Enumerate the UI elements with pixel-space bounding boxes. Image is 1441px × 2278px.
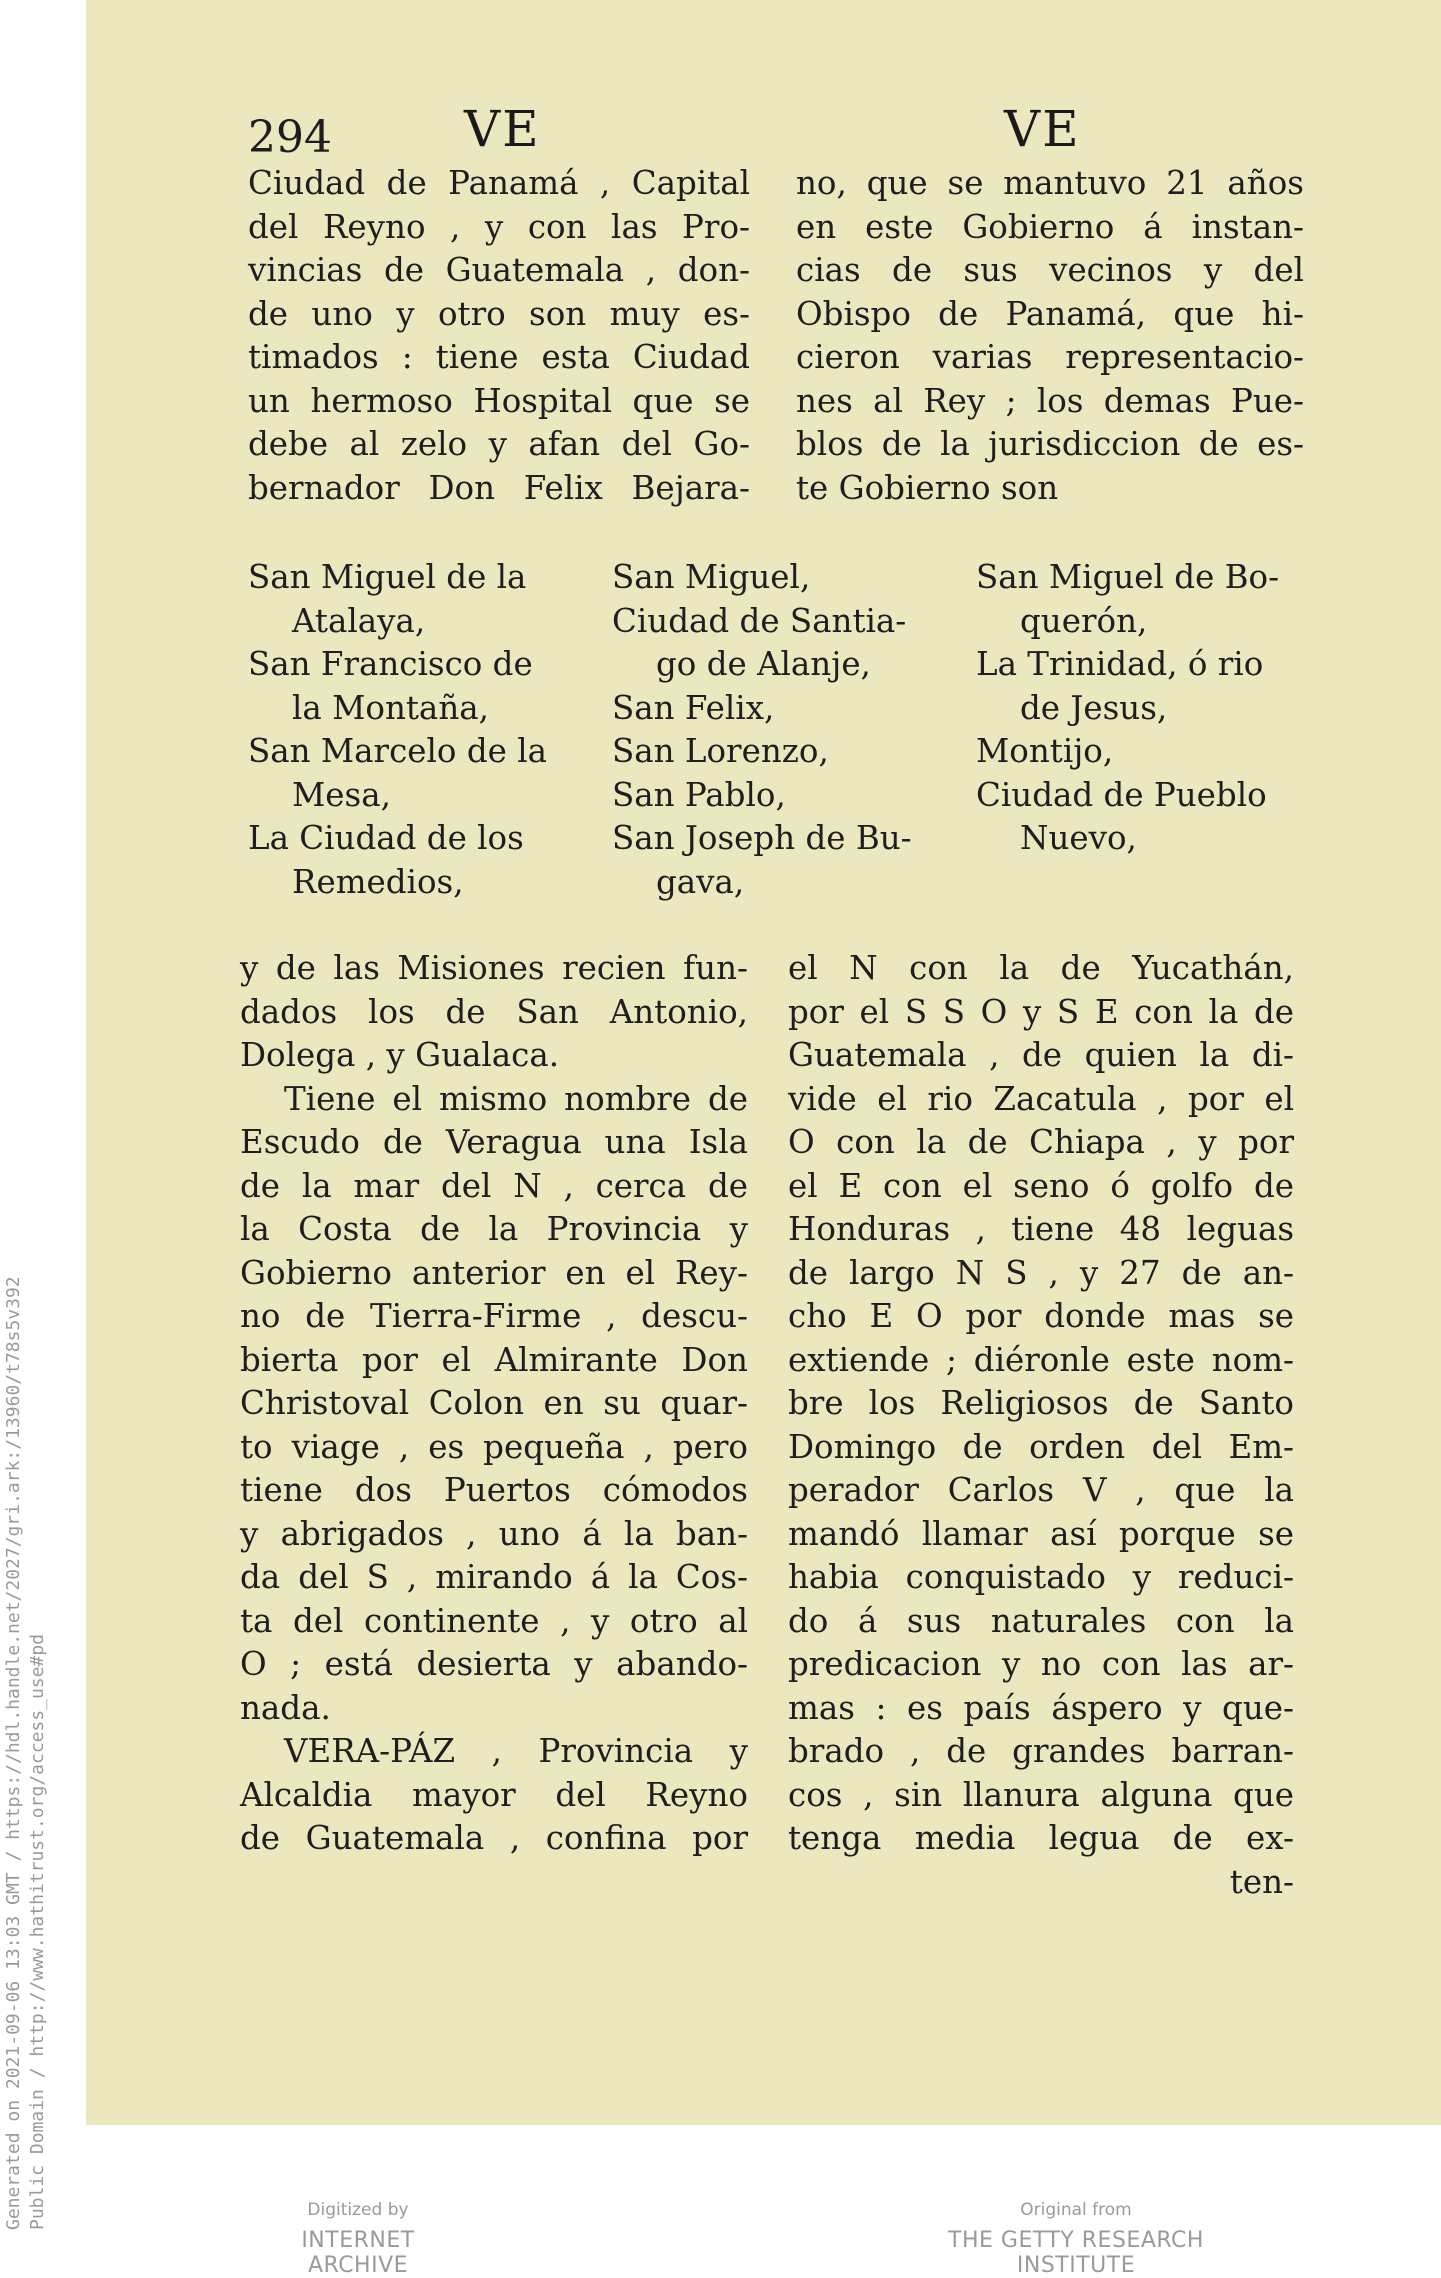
text-line: ta del continente , y otro al [240,1601,748,1640]
text-line: ten- [1229,1862,1294,1901]
town-entry [612,600,952,687]
town-line: gava, [656,862,745,901]
footer-original [886,2200,1266,2278]
text-line: predicacion y no con las ar- [788,1645,1294,1683]
text-line: el E con el seno ó golfo de [788,1166,1294,1205]
town-line: La Ciudad de los [248,819,524,857]
text-line: Dolega , y Gualaca. [240,1036,560,1074]
town-entry [976,556,1306,643]
town-line: Montijo, [976,732,1114,770]
text-line: cho E O por donde mas se [788,1297,1294,1335]
text-line: blos de la jurisdiccion de es- [796,425,1304,463]
text-line: extiende ; diéronle este nom- [788,1340,1294,1379]
text-line: el N con la de Yucathán, [788,949,1294,987]
town-entry [248,817,578,904]
running-head-right: VE [1004,100,1081,158]
page-number: 294 [248,112,332,163]
text-line: de Guatemala , confina por [240,1819,748,1857]
text-line: cias de sus vecinos y del [796,251,1304,289]
text-line: timados : tiene esta Ciudad [248,338,750,376]
town-list-column-3 [976,556,1306,861]
text-line: to viage , es pequeña , pero [240,1427,748,1466]
bottom-right-column [788,947,1294,1904]
text-line: Honduras , tiene 48 leguas [788,1210,1294,1248]
town-line: Atalaya, [292,601,426,640]
town-line: San Felix, [612,688,775,727]
text-line: nada. [240,1688,331,1727]
generation-stamp [0,1000,64,2230]
stamp-line-generated: Generated on 2021-09-06 13:03 GMT / https://hdl.handle.net/2027/gri.ark:/13960/t78s5v392 [3,1276,24,2230]
text-line: tenga media legua de ex- [788,1819,1294,1857]
town-list-column-1 [248,556,578,904]
town-line: La Trinidad, ó rio [976,645,1264,683]
text-line: Tiene el mismo nombre de [284,1079,748,1118]
town-line: la Montaña, [292,688,489,727]
text-line: y abrigados , uno á la ban- [240,1514,748,1553]
text-line: Domingo de orden del Em- [788,1427,1294,1466]
town-line: San Miguel de Bo- [976,558,1280,596]
text-line: no de Tierra-Firme , descu- [240,1297,748,1335]
town-line: de Jesus, [1020,688,1168,727]
text-line: bierta por el Almirante Don [240,1340,748,1379]
text-line: cos , sin llanura alguna que [788,1775,1294,1814]
town-line: San Francisco de [248,645,533,683]
text-line: bre los Religiosos de Santo [788,1384,1294,1422]
text-line: debe al zelo y afan del Go- [248,425,750,463]
text-line: te Gobierno son [796,468,1059,507]
top-right-column [796,162,1304,510]
town-entry [976,730,1306,774]
text-line: perador Carlos V , que la [788,1471,1294,1509]
town-line: Nuevo, [1020,819,1137,857]
footer-digitized [248,2200,468,2278]
town-entry [248,556,578,643]
text-line: Obispo de Panamá, que hi- [796,294,1304,333]
text-line: Guatemala , de quien la di- [788,1036,1294,1074]
text-line: VERA-PÁZ , Provincia y [284,1732,748,1770]
town-line: go de Alanje, [656,645,871,683]
text-line: no, que se mantuvo 21 años [796,164,1304,202]
top-left-column [248,162,750,510]
town-line: Mesa, [292,775,391,814]
text-line: do á sus naturales con la [788,1601,1294,1640]
town-entry [248,730,578,817]
text-line: O con la de Chiapa , y por [788,1123,1294,1161]
text-line: de largo N S , y 27 de an- [788,1253,1294,1292]
town-line: querón, [1020,601,1148,640]
town-line: Ciudad de Pueblo [976,775,1267,814]
original-from-label: Original from [1020,2200,1132,2220]
text-line: cieron varias representacio- [796,338,1304,376]
text-line: Alcaldia mayor del Reyno [240,1775,748,1814]
stamp-line-license: Public Domain / http://www.hathitrust.org/access_use#pd [27,1633,48,2230]
town-entry [612,817,952,904]
town-entry [248,643,578,730]
page-header [0,100,1441,163]
text-line: vincias de Guatemala , don- [248,251,750,289]
text-line: O ; está desierta y abando- [240,1645,748,1683]
town-line: Remedios, [292,862,464,901]
town-entry [612,730,952,774]
town-entry [612,774,952,818]
town-line: Ciudad de Santia- [612,601,907,640]
text-line: del Reyno , y con las Pro- [248,207,750,246]
text-line: en este Gobierno á instan- [796,207,1304,246]
text-line: de la mar del N , cerca de [240,1166,748,1205]
bottom-left-column [240,947,748,1861]
text-line: Escudo de Veragua una Isla [240,1123,748,1161]
getty-institute-label: THE GETTY RESEARCH INSTITUTE [948,2228,1204,2278]
text-line: mas : es país áspero y que- [788,1688,1294,1727]
text-line: y de las Misiones recien fun- [240,949,748,987]
town-entry [612,687,952,731]
text-line: Ciudad de Panamá , Capital [248,164,750,202]
town-line: San Joseph de Bu- [612,819,912,857]
text-line: mandó llamar así porque se [788,1514,1294,1553]
town-line: San Lorenzo, [612,732,829,770]
text-line: vide el rio Zacatula , por el [788,1079,1294,1118]
text-line: tiene dos Puertos cómodos [240,1471,748,1509]
town-entry [976,643,1306,730]
text-line: brado , de grandes barran- [788,1732,1294,1770]
town-entry [612,556,952,600]
text-line: Gobierno anterior en el Rey- [240,1253,748,1292]
town-line: San Marcelo de la [248,732,547,770]
text-line: bernador Don Felix Bejara- [248,468,750,507]
text-line: la Costa de la Provincia y [240,1210,748,1248]
town-list-column-2 [612,556,952,904]
text-line: nes al Rey ; los demas Pue- [796,381,1304,420]
digitized-by-label: Digitized by [307,2200,409,2220]
text-line: dados los de San Antonio, [240,992,748,1031]
town-entry [976,774,1306,861]
text-line: por el S S O y S E con la de [788,992,1294,1031]
text-line: habia conquistado y reduci- [788,1558,1294,1596]
town-line: San Miguel, [612,558,811,596]
text-line: da del S , mirando á la Cos- [240,1558,748,1596]
running-head-left: VE [464,100,541,158]
text-line: Christoval Colon en su quar- [240,1384,748,1422]
town-line: San Pablo, [612,775,786,814]
internet-archive-label: INTERNET ARCHIVE [301,2228,415,2278]
text-line: de uno y otro son muy es- [248,294,750,333]
town-line: San Miguel de la [248,558,527,596]
text-line: un hermoso Hospital que se [248,381,750,420]
